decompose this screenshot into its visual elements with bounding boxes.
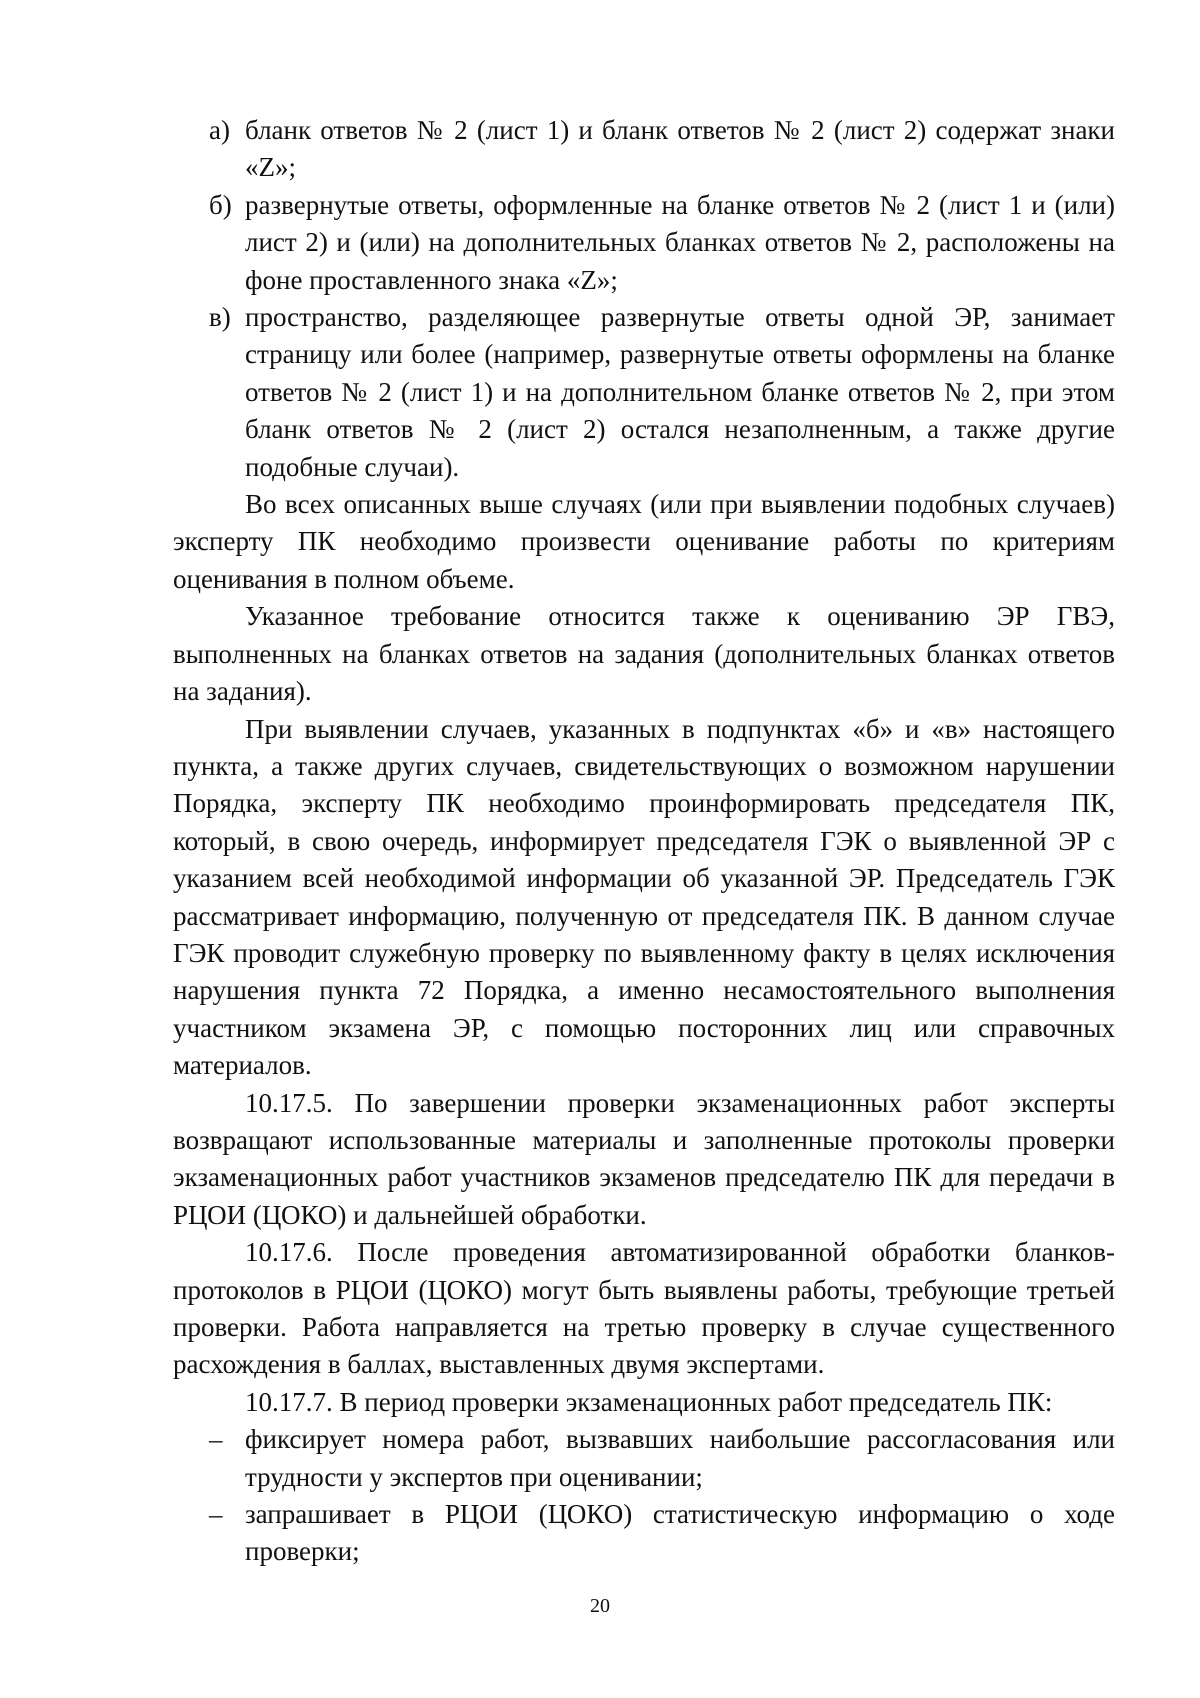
paragraph: При выявлении случаев, указанных в подпунктах «б» и «в» настоящего пункта, а также других случаев, свидетельствующих о возможном нарушении Порядка, эксперту ПК необходимо проинформировать председателя ПК, который, в свою очередь, информирует председателя ГЭК о выявленной ЭР с указанием всей необходимой информации об указанной ЭР. Председатель ГЭК рассматривает информацию, полученную от председателя ПК. В данном случае ГЭК проводит служебную проверку по выявленному факту в целях исключения нарушения пункта 72 Порядка, а именно несамостоятельного выполнения участником экзамена ЭР, с помощью посторонних лиц или справочных материалов.: [173, 713, 1115, 1081]
dash-list-item: [173, 1496, 1115, 1571]
section-10-17-7: 10.17.7. В период проверки экзаменационных работ председатель ПК:: [245, 1386, 1053, 1417]
dash-item-text: фиксирует номера работ, вызвавших наибольшие рассогласования или трудности у экспертов при оценивании;: [245, 1424, 1115, 1492]
dash-marker: –: [209, 1424, 223, 1455]
list-item-text: развернутые ответы, оформленные на бланке ответов № 2 (лист 1 и (или) лист 2) и (или) на дополнительных бланках ответов № 2, расположены на фоне проставленного знака «Z»;: [245, 189, 1115, 295]
dash-item-text: запрашивает в РЦОИ (ЦОКО) статистическую информацию о ходе проверки;: [245, 1499, 1115, 1567]
page-body: [173, 112, 1115, 1571]
dash-list-item: [173, 1421, 1115, 1496]
list-item-b: [173, 187, 1115, 299]
list-item-a: [173, 112, 1115, 187]
list-marker: б): [209, 189, 232, 220]
list-item-text: бланк ответов № 2 (лист 1) и бланк ответов № 2 (лист 2) содержат знаки «Z»;: [245, 115, 1115, 183]
list-marker: а): [209, 115, 230, 145]
paragraph: Указанное требование относится также к оцениванию ЭР ГВЭ, выполненных на бланках ответов на задания (дополнительных бланках ответов на задания).: [173, 601, 1115, 707]
list-marker: в): [209, 302, 231, 333]
section-10-17-5: 10.17.5. По завершении проверки экзаменационных работ эксперты возвращают использованные материалы и заполненные протоколы проверки экзаменационных работ участников экзаменов председателю ПК для передачи в РЦОИ (ЦОКО) и дальнейшей обработки.: [173, 1087, 1115, 1230]
paragraph: Во всех описанных выше случаях (или при выявлении подобных случаев) эксперту ПК необходимо произвести оценивание работы по критериям оценивания в полном объеме.: [173, 489, 1115, 594]
dash-marker: –: [209, 1499, 223, 1530]
page-number: 20: [590, 1595, 610, 1617]
section-10-17-6: 10.17.6. После проведения автоматизированной обработки бланков-протоколов в РЦОИ (ЦОКО) могут быть выявлены работы, требующие третьей проверки. Работа направляется на третью проверку в случае существенного расхождения в баллах, выставленных двумя экспертами.: [173, 1237, 1115, 1380]
list-item-text: пространство, разделяющее развернутые ответы одной ЭР, занимает страницу или более (например, развернутые ответы оформлены на бланке ответов № 2 (лист 1) и на дополнительном бланке ответов № 2, при этом бланк ответов № 2 (лист 2) остался незаполненным, а также другие подобные случаи).: [245, 302, 1115, 482]
list-item-v: [173, 299, 1115, 486]
